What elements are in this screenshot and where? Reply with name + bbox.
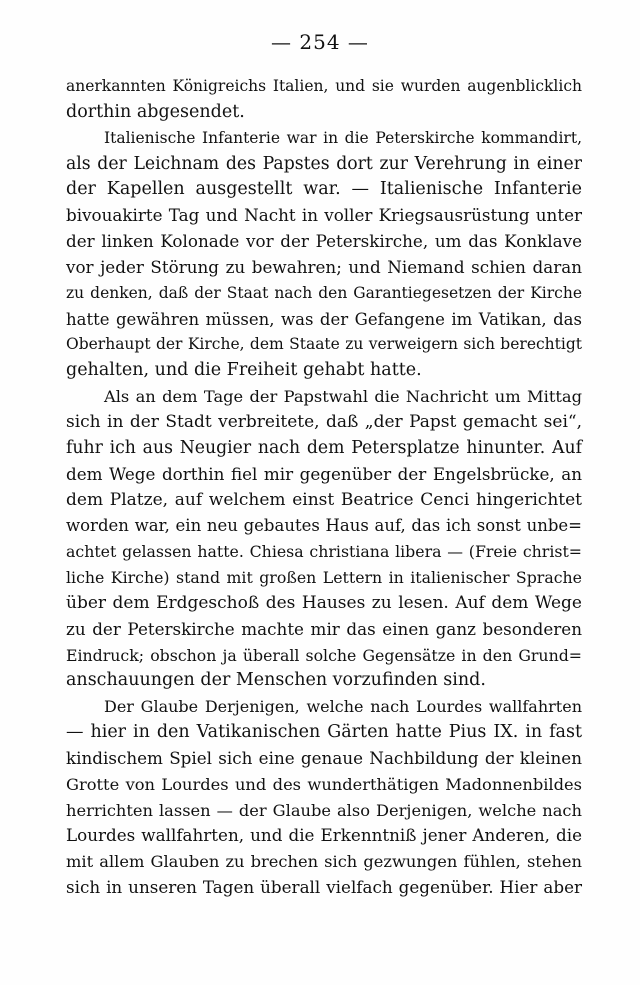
text-line: der linken Kolonade vor der Peterskirche, um das Konklave bbox=[66, 231, 582, 252]
text-line: dorthin abgesendet. bbox=[66, 101, 245, 122]
text-line: bivouakirte Tag und Nacht in voller Kriegsausrüstung unter bbox=[66, 205, 582, 226]
text-line: hatte gewähren müssen, was der Gefangene im Vatikan, das bbox=[66, 309, 582, 329]
text-line: Grotte von Lourdes und des wunderthätigen Madonnenbildes bbox=[66, 774, 582, 794]
text-line: dem Platze, auf welchem einst Beatrice Cenci hingerichtet bbox=[66, 489, 582, 510]
text-line: über dem Erdgeschoß des Hauses zu lesen. Auf dem Wege bbox=[66, 592, 582, 613]
text-line: sich in unseren Tagen überall vielfach gegenüber. Hier aber bbox=[66, 877, 582, 898]
text-line: Lourdes wallfahrten, und die Erkenntniß jener Anderen, die bbox=[66, 825, 582, 846]
text-line: der Kapellen ausgestellt war. — Italienische Infanterie bbox=[66, 179, 582, 200]
page-number: — 254 — bbox=[271, 30, 369, 54]
text-line: kindischem Spiel sich eine genaue Nachbildung der kleinen bbox=[66, 747, 582, 768]
text-line: gehalten, und die Freiheit gehabt hatte. bbox=[66, 360, 422, 381]
text-line: Eindruck; obschon ja überall solche Gegensätze in den Grund= bbox=[66, 645, 582, 665]
text-line: mit allem Glauben zu brechen sich gezwungen fühlen, stehen bbox=[66, 852, 582, 872]
text-line: achtet gelassen hatte. Chiesa christiana libera — (Freie christ= bbox=[66, 542, 582, 562]
text-line: Der Glaube Derjenigen, welche nach Lourdes wallfahrten bbox=[104, 697, 582, 717]
text-line: vor jeder Störung zu bewahren; und Niemand schien daran bbox=[66, 256, 582, 277]
text-line: herrichten lassen — der Glaube also Derjenigen, welche nach bbox=[66, 800, 582, 820]
text-line: als der Leichnam des Papstes dort zur Verehrung in einer bbox=[66, 153, 582, 174]
text-line: worden war, ein neu gebautes Haus auf, das ich sonst unbe= bbox=[66, 516, 582, 536]
text-line: — hier in den Vatikanischen Gärten hatte Pius IX. in fast bbox=[66, 722, 582, 743]
text-line: Italienische Infanterie war in die Peterskirche kommandirt, bbox=[104, 128, 582, 147]
text-line: liche Kirche) stand mit großen Lettern in italienischer Sprache bbox=[66, 568, 582, 588]
text-line: anerkannten Königreichs Italien, und sie wurden augenblicklich bbox=[66, 77, 582, 95]
text-line: Oberhaupt der Kirche, dem Staate zu verweigern sich berechtigt bbox=[66, 335, 582, 354]
text-line: Als an dem Tage der Papstwahl die Nachricht um Mittag bbox=[104, 387, 582, 407]
text-line: zu der Peterskirche machte mir das einen ganz besonderen bbox=[66, 618, 582, 639]
text-line: fuhr ich aus Neugier nach dem Petersplatze hinunter. Auf bbox=[66, 437, 582, 458]
text-line: zu denken, daß der Staat nach den Garantiegesetzen der Kirche bbox=[66, 283, 582, 302]
text-line: sich in der Stadt verbreitete, daß „der Papst gemacht sei“, bbox=[66, 411, 582, 432]
text-line: anschauungen der Menschen vorzufinden sind. bbox=[66, 670, 486, 691]
body-text bbox=[66, 74, 582, 901]
text-line: dem Wege dorthin fiel mir gegenüber der Engelsbrücke, an bbox=[66, 463, 582, 484]
